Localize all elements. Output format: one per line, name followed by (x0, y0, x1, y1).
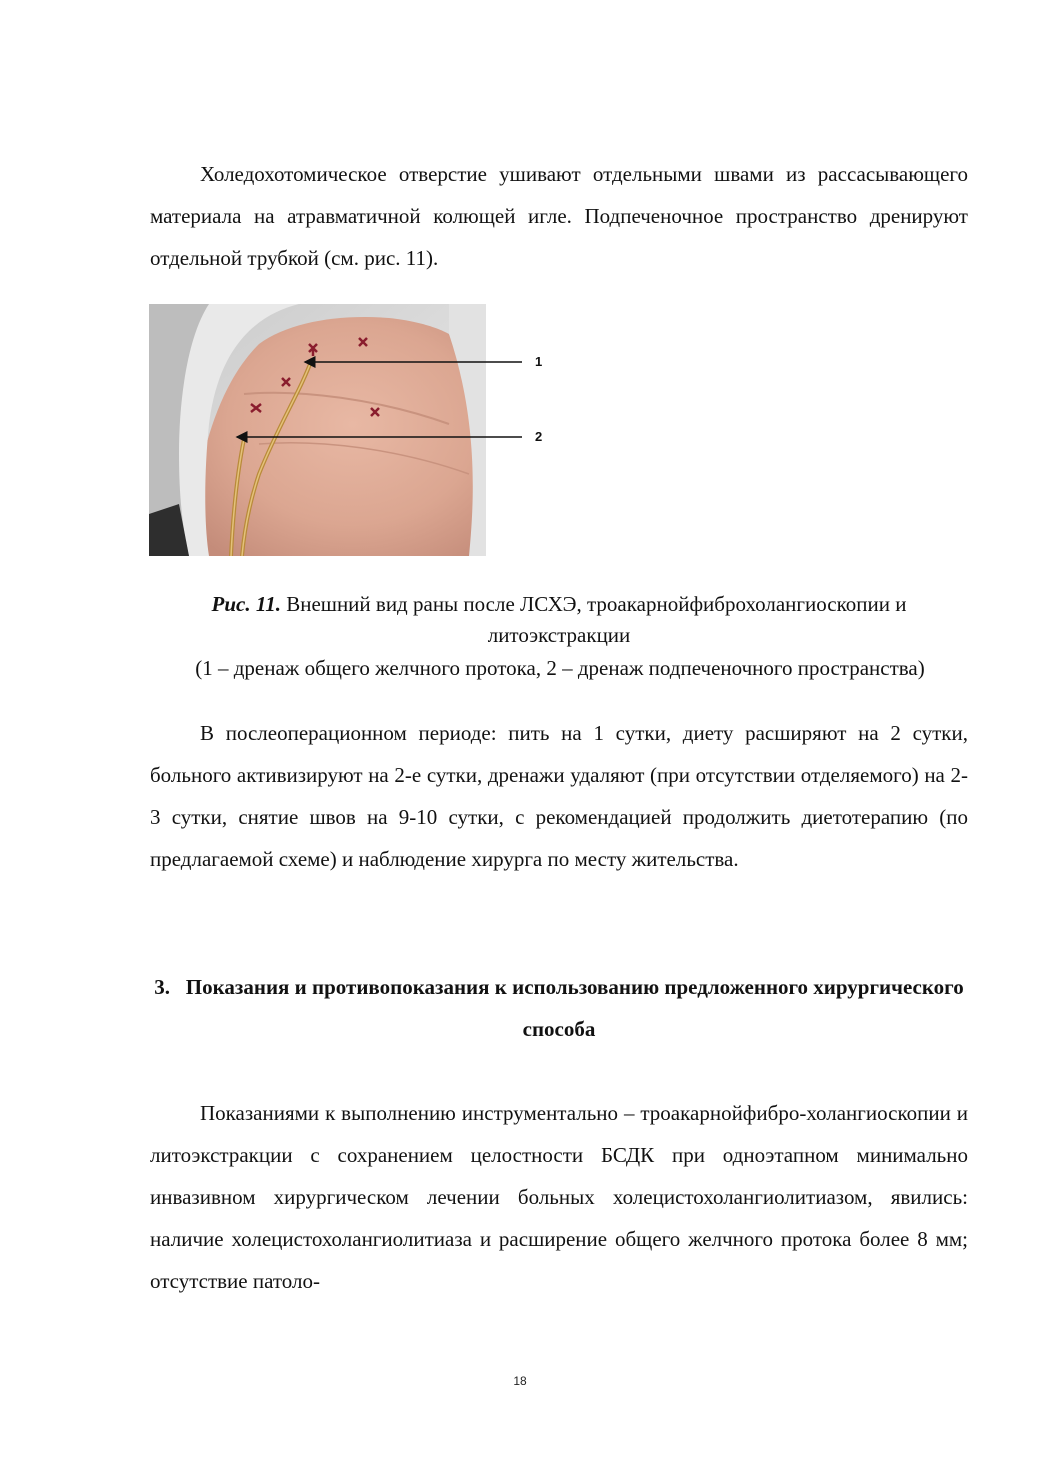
wound-photo (149, 304, 486, 556)
paragraph-2 (150, 712, 968, 880)
page-number: 18 (513, 1374, 527, 1388)
figure-legend (190, 653, 930, 684)
paragraph-3 (150, 1092, 968, 1302)
figure-legend-text: (1 – дренаж общего желчного протока, 2 – дренаж подпеченочного пространства) (195, 656, 925, 680)
paragraph-1 (150, 153, 968, 279)
callout-label-2: 2 (535, 429, 543, 444)
paragraph-2-text: В послеоперационном периоде: пить на 1 сутки, диету расширяют на 2 сутки, больного активизируют на 2-е сутки, дренажи удаляют (при отсутствии отделяемого) на 2-3 сутки, снятие швов на 9-10 сутки, с рекомендацией продолжить диетотерапию (по предлагаемой схеме) и наблюдение хирурга по месту жительства. (150, 721, 968, 871)
callout-label-1: 1 (535, 354, 543, 369)
section-heading: 3. Показания и противопоказания к использованию предложенного хирургического способа (154, 975, 969, 1041)
figure-label: Рис. 11. (211, 592, 281, 616)
paragraph-3-text: Показаниями к выполнению инструментально – троакарнойфибро-холангиоскопии и литоэкстракции с сохранением целостности БСДК при одноэтапном минимально инвазивном хирургическом лечении больных холецистохолангиолитиазом, явились: наличие холецистохолангиолитиаза и расширение общего желчного протока более 8 мм; отсутствие патоло- (150, 1101, 968, 1293)
figure-caption (150, 589, 968, 651)
figure-caption-text: Внешний вид раны после ЛСХЭ, троакарнойфиброхолангиоскопии и литоэкстракции (280, 592, 907, 647)
paragraph-1-text: Холедохотомическое отверстие ушивают отдельными швами из рассасывающего материала на атравматичной колющей игле. Подпеченочное пространство дренируют отдельной трубкой (см. рис. 11). (150, 162, 968, 270)
